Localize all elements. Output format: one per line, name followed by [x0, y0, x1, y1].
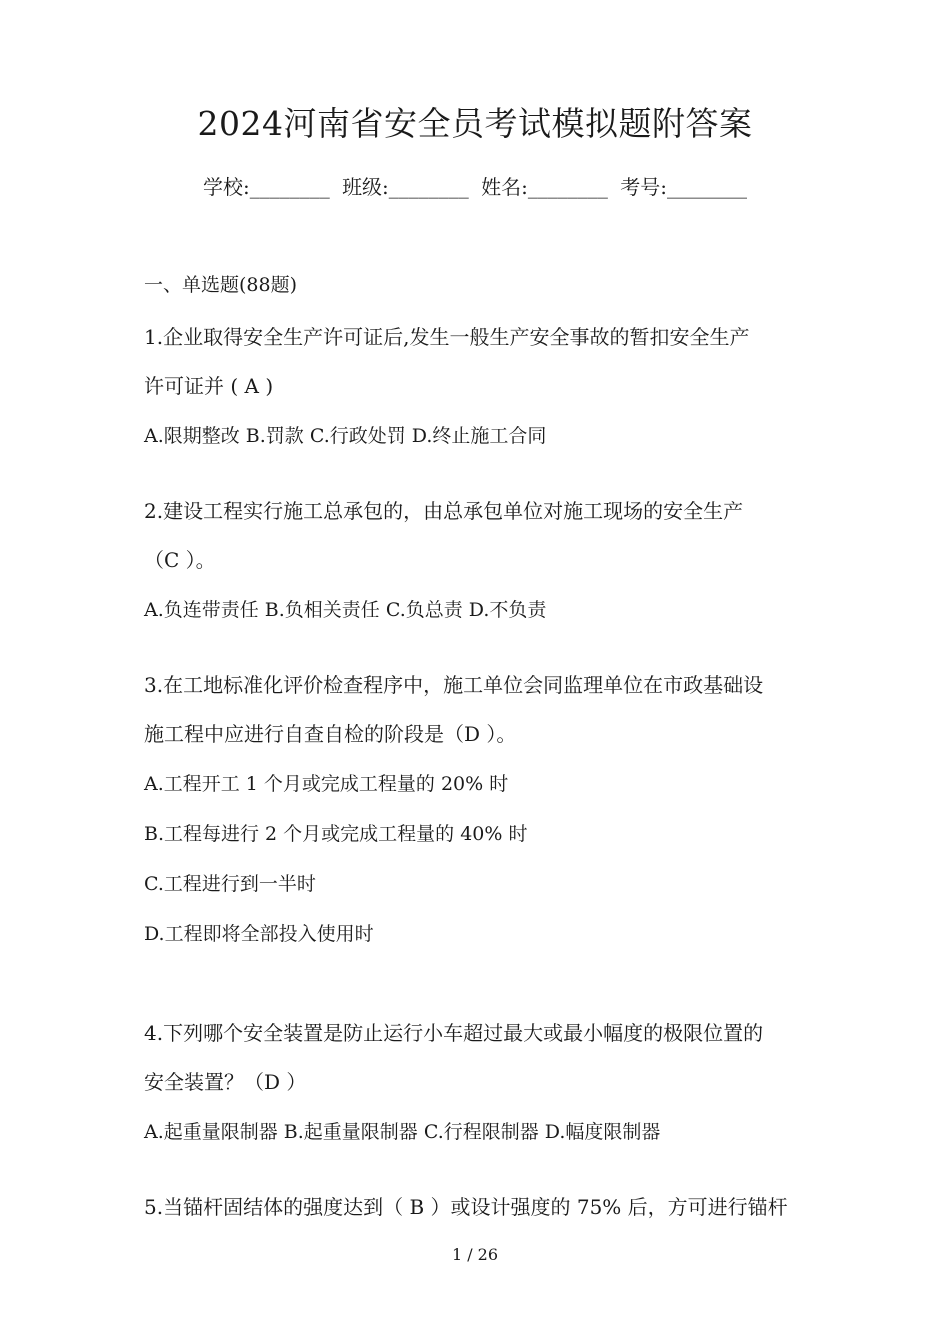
document-title: 2024河南省安全员考试模拟题附答案	[197, 104, 753, 143]
question-3-option-c: C.工程进行到一半时	[144, 873, 316, 895]
question-1-stem-line-1: 1.企业取得安全生产许可证后,发生一般生产安全事故的暂扣安全生产	[144, 325, 750, 349]
page-number: 1 / 26	[451, 1245, 499, 1264]
section-heading: 一、单选题(88题)	[144, 274, 298, 296]
question-5-stem-line-1: 5.当锚杆固结体的强度达到（ B ）或设计强度的 75% 后，方可进行锚杆	[144, 1195, 788, 1219]
question-3-option-a: A.工程开工 1 个月或完成工程量的 20% 时	[144, 773, 509, 795]
question-2-stem-line-2: （C ）。	[144, 548, 216, 572]
question-4-options: A.起重量限制器 B.起重量限制器 C.行程限制器 D.幅度限制器	[144, 1121, 661, 1143]
question-2-stem-line-1: 2.建设工程实行施工总承包的，由总承包单位对施工现场的安全生产	[144, 499, 744, 523]
student-info-line	[0, 172, 950, 202]
name-field: 姓名:________	[481, 175, 608, 199]
question-2-options: A.负连带责任 B.负相关责任 C.负总责 D.不负责	[144, 599, 547, 621]
exam-number-field: 考号:________	[620, 175, 748, 199]
question-4-stem-line-2: 安全装置？（D ）	[144, 1070, 307, 1094]
question-3-option-d: D.工程即将全部投入使用时	[144, 923, 374, 945]
question-3-stem-line-2: 施工程中应进行自查自检的阶段是（D ）。	[144, 722, 517, 746]
question-3-stem-line-1: 3.在工地标准化评价检查程序中，施工单位会同监理单位在市政基础设	[144, 673, 764, 697]
class-field: 班级:________	[342, 175, 469, 199]
question-3-option-b: B.工程每进行 2 个月或完成工程量的 40% 时	[144, 823, 528, 845]
school-field: 学校:________	[202, 175, 330, 199]
question-1-stem-line-2: 许可证并 ( A )	[144, 374, 274, 398]
question-1-options: A.限期整改 B.罚款 C.行政处罚 D.终止施工合同	[144, 425, 547, 447]
question-4-stem-line-1: 4.下列哪个安全装置是防止运行小车超过最大或最小幅度的极限位置的	[144, 1021, 764, 1045]
